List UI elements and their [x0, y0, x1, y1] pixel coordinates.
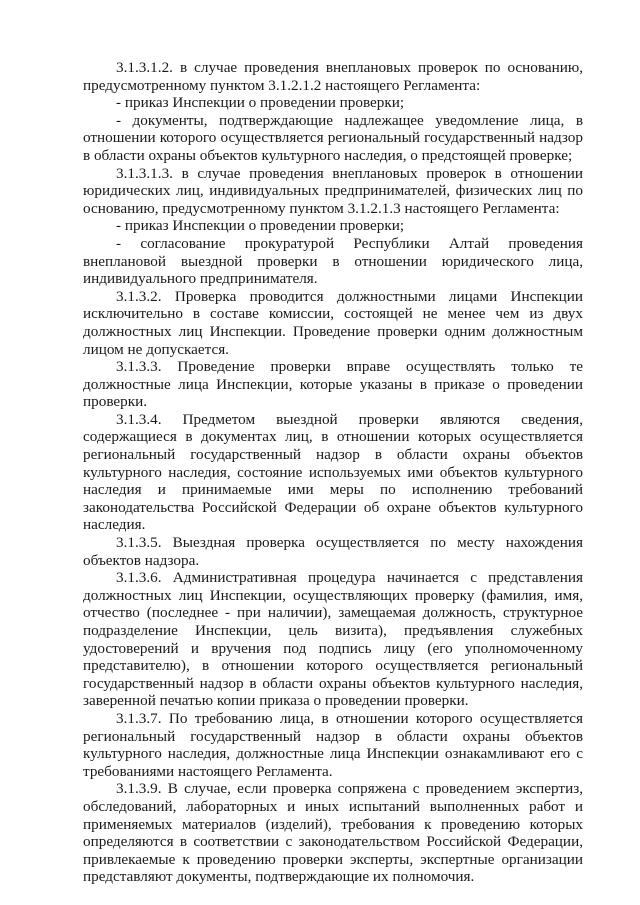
paragraph-3-1-3-9: 3.1.3.9. В случае, если проверка сопряжена с проведением экспертиз, обследований, лабораторных и иных испытаний выполненных работ и применяемых материалов (изделий), требования к проведению которых определяются в соответствии с законодательством Российской Федерации, привлекаемые к проведению проверки эксперты, экспертные организации представляют документы, подтверждающие их полномочия.	[83, 780, 583, 886]
paragraph-3-1-3-1-2: 3.1.3.1.2. в случае проведения внеплановых проверок по основанию, предусмотренному пунктом 3.1.2.1.2 настоящего Регламента:	[83, 59, 583, 94]
document-page	[83, 59, 583, 886]
list-item-prosecutor-approval: - согласование прокуратурой Республики Алтай проведения внеплановой выездной проверки в отношении юридического лица, индивидуального предпринимателя.	[83, 234, 583, 288]
paragraph-3-1-3-6: 3.1.3.6. Административная процедура начинается с представления должностных лиц Инспекции, осуществляющих проверку (фамилия, имя, отчество (последнее - при наличии), замещаемая должность, структурное подразделение Инспекции, цель визита), предъявления служебных удостоверений и вручения под подпись лицу (его уполномоченному представителю), в отношении которого осуществляется региональный государственный надзор в области охраны объектов культурного наследия, заверенной печатью копии приказа о проведении проверки.	[83, 569, 583, 710]
paragraph-3-1-3-7: 3.1.3.7. По требованию лица, в отношении которого осуществляется региональный государственный надзор в области охраны объектов культурного наследия, должностные лица Инспекции ознакамливают его с требованиями настоящего Регламента.	[83, 709, 583, 780]
paragraph-3-1-3-4: 3.1.3.4. Предметом выездной проверки являются сведения, содержащиеся в документах лиц, в отношении которых осуществляется региональный государственный надзор в области охраны объектов культурного наследия, состояние используемых ими объектов культурного наследия и принимаемые ими меры по исполнению требований законодательства Российской Федерации об охране объектов культурного наследия.	[83, 410, 583, 534]
paragraph-3-1-3-2: 3.1.3.2. Проверка проводится должностными лицами Инспекции исключительно в составе комиссии, состоящей не менее чем из двух должностных лиц Инспекции. Проведение проверки одним должностным лицом не допускается.	[83, 287, 583, 358]
paragraph-3-1-3-5: 3.1.3.5. Выездная проверка осуществляется по месту нахождения объектов надзора.	[83, 534, 583, 569]
list-item-order: - приказ Инспекции о проведении проверки;	[116, 94, 405, 112]
list-item-order-2: - приказ Инспекции о проведении проверки;	[116, 217, 405, 235]
paragraph-3-1-3-3: 3.1.3.3. Проведение проверки вправе осуществлять только те должностные лица Инспекции, которые указаны в приказе о проведении проверки.	[83, 358, 583, 411]
paragraph-3-1-3-1-3: 3.1.3.1.3. в случае проведения внеплановых проверок в отношении юридических лиц, индивидуальных предпринимателей, физических лиц по основанию, предусмотренному пунктом 3.1.2.1.3 настоящего Регламента:	[83, 164, 583, 217]
list-item-notification-documents: - документы, подтверждающие надлежащее уведомление лица, в отношении которого осуществляется региональный государственный надзор в области охраны объектов культурного наследия, о предстоящей проверке;	[83, 111, 583, 164]
